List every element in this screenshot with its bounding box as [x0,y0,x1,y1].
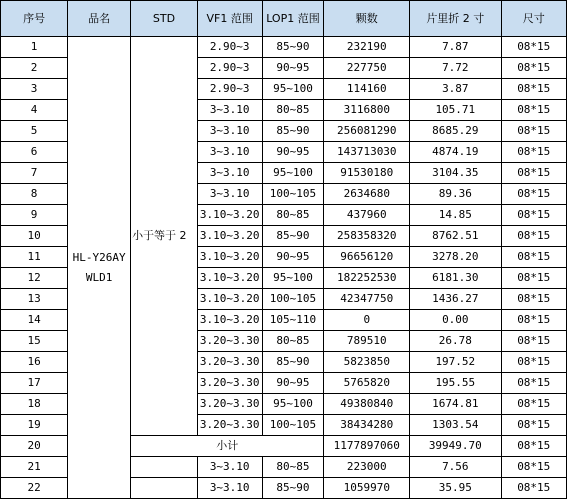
row-no: 8 [1,184,68,205]
size-value: 08*15 [501,415,566,436]
count-value: 3116800 [324,100,410,121]
row-no: 10 [1,226,68,247]
row-no: 14 [1,310,68,331]
fold-value: 1303.54 [410,415,501,436]
count-value: 789510 [324,331,410,352]
fold-value: 3278.20 [410,247,501,268]
vf1-range: 3.10~3.20 [197,247,262,268]
row-no: 20 [1,436,68,457]
row-no: 15 [1,331,68,352]
std-cell-empty [131,478,198,499]
vf1-range: 3~3.10 [197,142,262,163]
fold-value: 195.55 [410,373,501,394]
size-value: 08*15 [501,100,566,121]
header-row [1,1,567,37]
size-value: 08*15 [501,247,566,268]
header-fold: 片里折 2 寸 [410,1,501,37]
lop1-range: 100~105 [262,184,324,205]
fold-value: 89.36 [410,184,501,205]
header-lop1: LOP1 范围 [262,1,324,37]
lop1-range: 90~95 [262,373,324,394]
lop1-range: 90~95 [262,247,324,268]
size-value: 08*15 [501,37,566,58]
product-name-line2: WLD1 [85,270,113,284]
vf1-range: 3~3.10 [197,163,262,184]
lop1-range: 90~95 [262,58,324,79]
count-value: 1059970 [324,478,410,499]
subtotal-size: 08*15 [501,436,566,457]
vf1-range: 3~3.10 [197,100,262,121]
table-row [1,37,567,58]
size-value: 08*15 [501,163,566,184]
vf1-range: 2.90~3 [197,79,262,100]
lop1-range: 80~85 [262,100,324,121]
row-no: 17 [1,373,68,394]
size-value: 08*15 [501,331,566,352]
fold-value: 1436.27 [410,289,501,310]
size-value: 08*15 [501,352,566,373]
header-vf1: VF1 范围 [197,1,262,37]
size-value: 08*15 [501,394,566,415]
fold-value: 6181.30 [410,268,501,289]
lop1-range: 85~90 [262,121,324,142]
lop1-range: 95~100 [262,394,324,415]
size-value: 08*15 [501,121,566,142]
std-cell: 小于等于 2 [131,37,198,436]
lop1-range: 80~85 [262,457,324,478]
vf1-range: 3.20~3.30 [197,394,262,415]
row-no: 18 [1,394,68,415]
size-value: 08*15 [501,142,566,163]
count-value: 96656120 [324,247,410,268]
subtotal-count: 1177897060 [324,436,410,457]
count-value: 91530180 [324,163,410,184]
count-value: 5823850 [324,352,410,373]
row-no: 6 [1,142,68,163]
vf1-range: 3.10~3.20 [197,226,262,247]
vf1-range: 3.10~3.20 [197,289,262,310]
product-name-cell [68,37,131,499]
row-no: 5 [1,121,68,142]
lop1-range: 85~90 [262,352,324,373]
size-value: 08*15 [501,205,566,226]
count-value: 114160 [324,79,410,100]
row-no: 3 [1,79,68,100]
row-no: 12 [1,268,68,289]
count-value: 143713030 [324,142,410,163]
lop1-range: 85~90 [262,37,324,58]
row-no: 22 [1,478,68,499]
row-no: 19 [1,415,68,436]
fold-value: 105.71 [410,100,501,121]
table-body [1,1,567,499]
lop1-range: 80~85 [262,205,324,226]
size-value: 08*15 [501,289,566,310]
count-value: 256081290 [324,121,410,142]
header-size: 尺寸 [501,1,566,37]
count-value: 5765820 [324,373,410,394]
fold-value: 1674.81 [410,394,501,415]
count-value: 42347750 [324,289,410,310]
count-value: 227750 [324,58,410,79]
header-count: 颗数 [324,1,410,37]
subtotal-label: 小计 [131,436,324,457]
fold-value: 14.85 [410,205,501,226]
row-no: 2 [1,58,68,79]
count-value: 182252530 [324,268,410,289]
row-no: 11 [1,247,68,268]
row-no: 21 [1,457,68,478]
lop1-range: 80~85 [262,331,324,352]
lop1-range: 85~90 [262,478,324,499]
count-value: 0 [324,310,410,331]
row-no: 13 [1,289,68,310]
row-no: 4 [1,100,68,121]
size-value: 08*15 [501,58,566,79]
lop1-range: 85~90 [262,226,324,247]
lop1-range: 105~110 [262,310,324,331]
row-no: 7 [1,163,68,184]
vf1-range: 3.20~3.30 [197,415,262,436]
fold-value: 0.00 [410,310,501,331]
size-value: 08*15 [501,79,566,100]
count-value: 49380840 [324,394,410,415]
size-value: 08*15 [501,310,566,331]
row-no: 1 [1,37,68,58]
fold-value: 3.87 [410,79,501,100]
fold-value: 26.78 [410,331,501,352]
fold-value: 8685.29 [410,121,501,142]
size-value: 08*15 [501,184,566,205]
size-value: 08*15 [501,457,566,478]
lop1-range: 95~100 [262,268,324,289]
fold-value: 7.56 [410,457,501,478]
header-product: 品名 [68,1,131,37]
fold-value: 197.52 [410,352,501,373]
vf1-range: 3~3.10 [197,184,262,205]
count-value: 232190 [324,37,410,58]
fold-value: 8762.51 [410,226,501,247]
vf1-range: 3.20~3.30 [197,352,262,373]
fold-value: 7.87 [410,37,501,58]
lop1-range: 100~105 [262,289,324,310]
fold-value: 7.72 [410,58,501,79]
fold-value: 3104.35 [410,163,501,184]
fold-value: 4874.19 [410,142,501,163]
vf1-range: 3.10~3.20 [197,310,262,331]
vf1-range: 3.10~3.20 [197,268,262,289]
count-value: 258358320 [324,226,410,247]
header-std: STD [131,1,198,37]
size-value: 08*15 [501,478,566,499]
size-value: 08*15 [501,226,566,247]
size-value: 08*15 [501,373,566,394]
vf1-range: 3~3.10 [197,457,262,478]
vf1-range: 2.90~3 [197,37,262,58]
vf1-range: 3~3.10 [197,121,262,142]
lop1-range: 95~100 [262,163,324,184]
product-name-line1: HL-Y26AY [72,250,126,264]
row-no: 9 [1,205,68,226]
vf1-range: 3.10~3.20 [197,205,262,226]
lop1-range: 95~100 [262,79,324,100]
subtotal-fold: 39949.70 [410,436,501,457]
vf1-range: 3~3.10 [197,478,262,499]
row-no: 16 [1,352,68,373]
vf1-range: 3.20~3.30 [197,373,262,394]
vf1-range: 3.20~3.30 [197,331,262,352]
lop1-range: 100~105 [262,415,324,436]
count-value: 223000 [324,457,410,478]
count-value: 38434280 [324,415,410,436]
header-no: 序号 [1,1,68,37]
size-value: 08*15 [501,268,566,289]
fold-value: 35.95 [410,478,501,499]
count-value: 437960 [324,205,410,226]
count-value: 2634680 [324,184,410,205]
std-cell-empty [131,457,198,478]
lop1-range: 90~95 [262,142,324,163]
vf1-range: 2.90~3 [197,58,262,79]
